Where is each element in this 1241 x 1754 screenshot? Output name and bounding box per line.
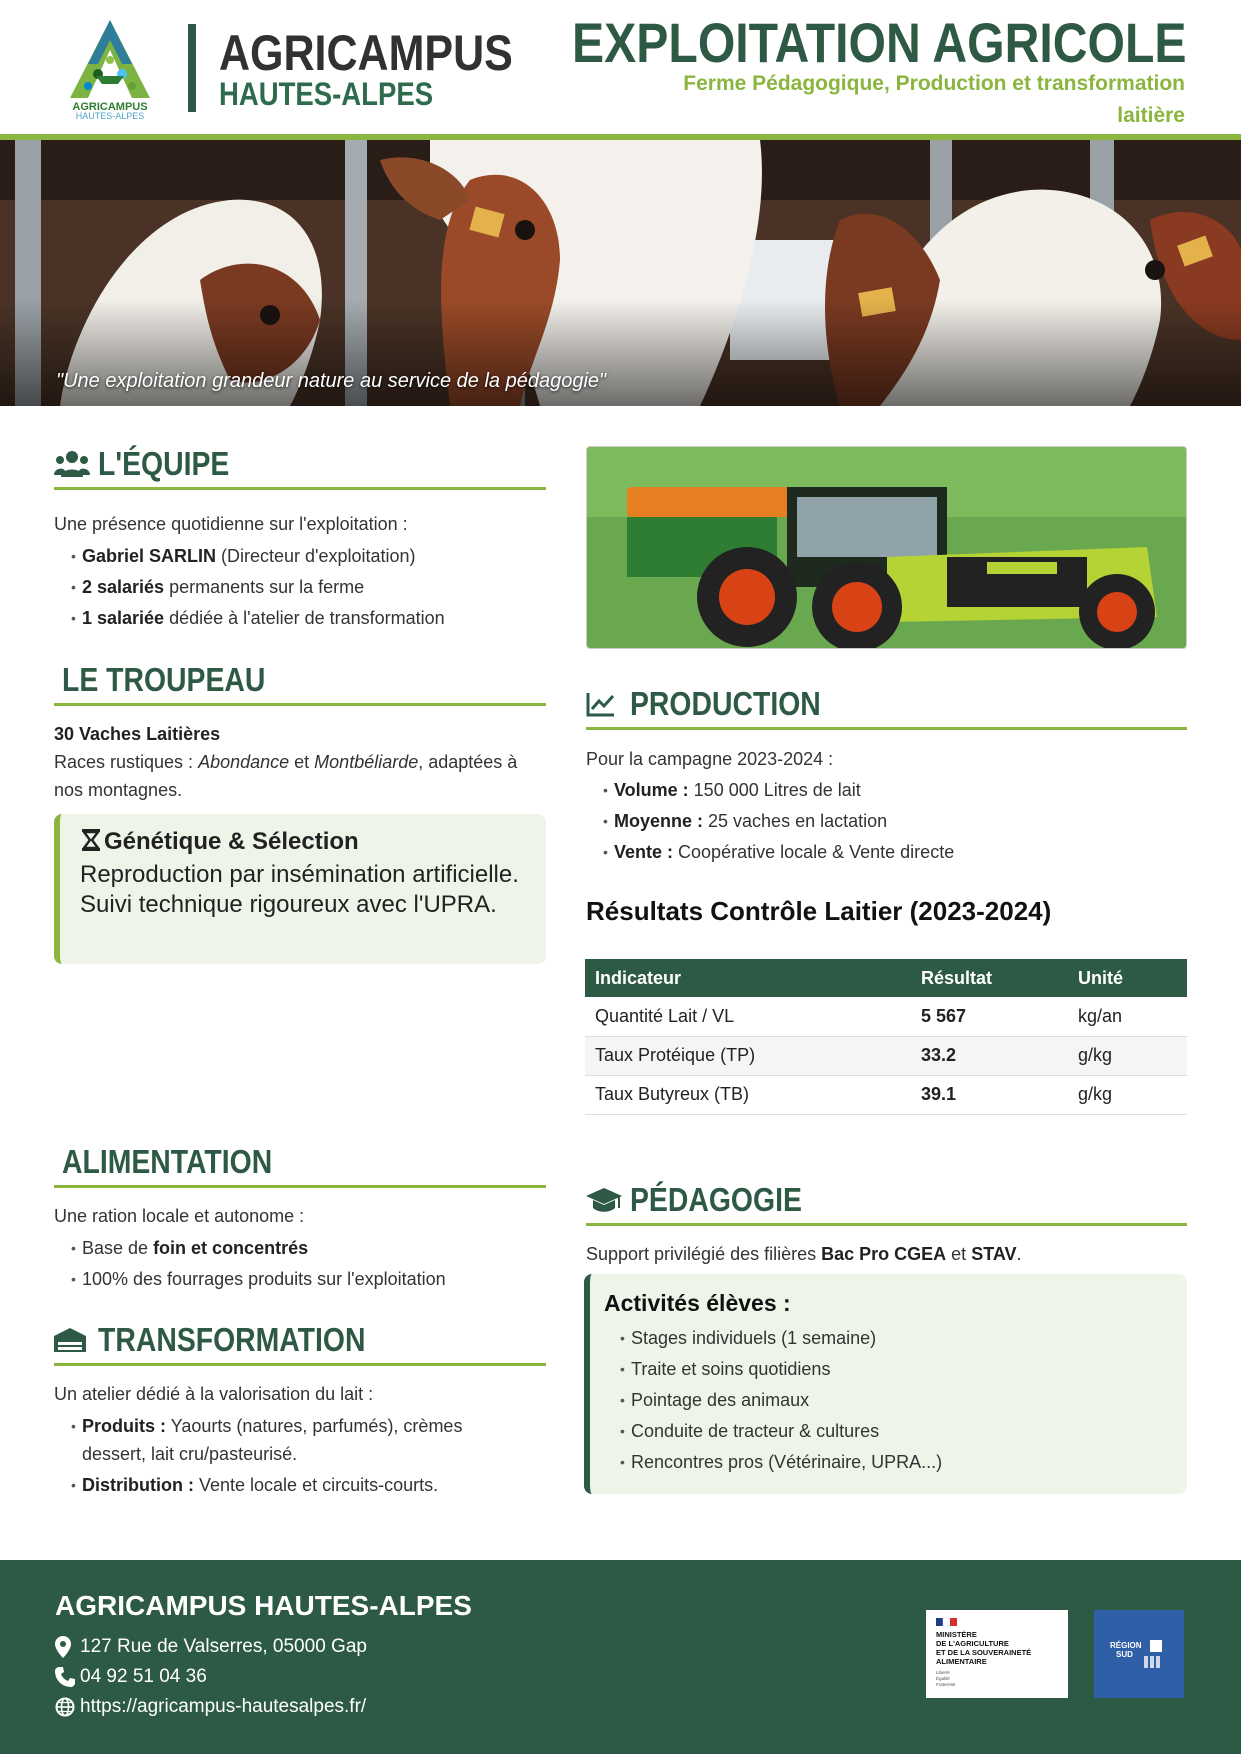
logo-text-2: HAUTES-ALPES bbox=[75, 111, 145, 120]
table-cell: g/kg bbox=[1068, 1036, 1187, 1075]
alimentation-intro: Une ration locale et autonome : bbox=[54, 1206, 305, 1226]
table-cell: kg/an bbox=[1068, 997, 1187, 1036]
table-row bbox=[585, 1075, 1187, 1114]
table-cell: Taux Protéique (TP) bbox=[585, 1036, 911, 1075]
production-heading bbox=[586, 680, 1187, 730]
svg-text:RÉGION: RÉGION bbox=[1110, 1641, 1142, 1650]
document-subtitle: Ferme Pédagogique, Production et transformation laitière bbox=[683, 72, 1185, 127]
cows-photo bbox=[0, 140, 1241, 406]
table-header-row bbox=[585, 959, 1187, 997]
warehouse-icon bbox=[54, 1323, 92, 1357]
svg-text:Égalité: Égalité bbox=[936, 1676, 950, 1681]
production-title: PRODUCTION bbox=[630, 684, 821, 722]
transformation-heading bbox=[54, 1316, 546, 1366]
footer-org-name: AGRICAMPUS HAUTES-ALPES bbox=[55, 1590, 472, 1621]
transformation-intro: Un atelier dédié à la valorisation du lait : bbox=[54, 1384, 374, 1404]
ministry-logo bbox=[926, 1610, 1068, 1698]
troupeau-title: LE TROUPEAU bbox=[62, 660, 266, 698]
activite-item-4: • Conduite de tracteur & cultures bbox=[631, 1417, 879, 1445]
left-column bbox=[54, 440, 546, 1540]
globe-icon bbox=[55, 1697, 75, 1717]
transformation-distribution: • Distribution : Vente locale et circuits-courts. bbox=[82, 1471, 438, 1499]
agricampus-logo bbox=[58, 14, 162, 120]
activite-item-2: • Traite et soins quotidiens bbox=[631, 1355, 830, 1383]
footer-phone: 04 92 51 04 36 bbox=[55, 1666, 207, 1688]
table-cell: Quantité Lait / VL bbox=[585, 997, 911, 1036]
troupeau-heading bbox=[54, 656, 546, 706]
footer-website bbox=[55, 1696, 366, 1718]
page-header bbox=[0, 0, 1241, 138]
table-cell: 5 567 bbox=[911, 997, 1068, 1036]
brand-name: AGRICAMPUS bbox=[219, 25, 513, 81]
region-sud-logo bbox=[1094, 1610, 1184, 1698]
equipe-item-3: • 1 salariée dédiée à l'atelier de transformation bbox=[82, 604, 445, 632]
svg-text:ALIMENTAIRE: ALIMENTAIRE bbox=[936, 1657, 987, 1666]
alimentation-item-1: • Base de foin et concentrés bbox=[82, 1234, 308, 1262]
activite-item-1: • Stages individuels (1 semaine) bbox=[631, 1324, 876, 1352]
users-icon bbox=[54, 447, 92, 481]
activite-item-5: • Rencontres pros (Vétérinaire, UPRA...) bbox=[631, 1448, 942, 1476]
graduation-cap-icon bbox=[586, 1183, 624, 1217]
svg-text:Fraternité: Fraternité bbox=[936, 1682, 956, 1687]
table-row bbox=[585, 1036, 1187, 1075]
pedagogie-intro: Support privilégié des filières Bac Pro CGEA et STAV. bbox=[586, 1244, 1022, 1264]
hero-banner bbox=[0, 140, 1241, 406]
genetique-title: Génétique & Sélection bbox=[82, 828, 359, 858]
svg-text:Liberté: Liberté bbox=[936, 1670, 950, 1675]
brand-subname: HAUTES-ALPES bbox=[219, 76, 434, 112]
alimentation-item-2: • 100% des fourrages produits sur l'exploitation bbox=[82, 1265, 446, 1293]
table-cell: Taux Butyreux (TB) bbox=[585, 1075, 911, 1114]
production-intro: Pour la campagne 2023-2024 : bbox=[586, 749, 834, 769]
production-item-3: • Vente : Coopérative locale & Vente directe bbox=[614, 838, 954, 866]
table-title: Résultats Contrôle Laitier (2023-2024) bbox=[586, 896, 1052, 926]
tractor-photo bbox=[586, 446, 1187, 649]
hourglass-icon bbox=[82, 829, 100, 858]
activites-title: Activités élèves : bbox=[604, 1290, 791, 1316]
table-row bbox=[585, 997, 1187, 1036]
logo-text-1: AGRICAMPUS bbox=[72, 101, 148, 113]
equipe-heading bbox=[54, 440, 546, 490]
svg-text:MINISTÈRE: MINISTÈRE bbox=[936, 1630, 977, 1639]
page-footer bbox=[0, 1560, 1241, 1754]
hero-caption: "Une exploitation grandeur nature au service de la pédagogie" bbox=[56, 370, 607, 392]
transformation-produits: • Produits : Yaourts (natures, parfumés), crèmes bbox=[82, 1412, 462, 1440]
table-header-indicateur: Indicateur bbox=[585, 959, 911, 997]
equipe-item-2: • 2 salariés permanents sur la ferme bbox=[82, 573, 364, 601]
table-cell: 33.2 bbox=[911, 1036, 1068, 1075]
document-title: EXPLOITATION AGRICOLE bbox=[572, 11, 1187, 74]
header-divider bbox=[188, 24, 196, 112]
equipe-item-1: • Gabriel SARLIN (Directeur d'exploitation) bbox=[82, 542, 416, 570]
alimentation-heading bbox=[54, 1138, 546, 1188]
controle-laitier-table bbox=[585, 959, 1187, 1115]
alimentation-title: ALIMENTATION bbox=[62, 1142, 273, 1180]
transformation-produits-cont: dessert, lait cru/pasteurisé. bbox=[82, 1444, 298, 1464]
genetique-box bbox=[54, 814, 546, 964]
genetique-text: Reproduction par insémination artificielle. Suivi technique rigoureux avec l'UPRA. bbox=[80, 861, 519, 918]
table-cell: 39.1 bbox=[911, 1075, 1068, 1114]
website-link[interactable]: https://agricampus-hautesalpes.fr/ bbox=[80, 1696, 367, 1717]
svg-text:DE L'AGRICULTURE: DE L'AGRICULTURE bbox=[936, 1639, 1009, 1648]
activite-item-3: • Pointage des animaux bbox=[631, 1386, 809, 1414]
footer-address: 127 Rue de Valserres, 05000 Gap bbox=[55, 1636, 367, 1658]
table-header-unite: Unité bbox=[1068, 959, 1187, 997]
production-item-2: • Moyenne : 25 vaches en lactation bbox=[614, 807, 887, 835]
table-header-resultat: Résultat bbox=[911, 959, 1068, 997]
troupeau-headline: 30 Vaches Laitières bbox=[54, 724, 221, 744]
activites-box bbox=[584, 1274, 1187, 1494]
equipe-title: L'ÉQUIPE bbox=[98, 444, 230, 482]
map-pin-icon bbox=[55, 1636, 75, 1658]
svg-text:SUD: SUD bbox=[1116, 1650, 1133, 1659]
svg-text:ET DE LA SOUVERAINETÉ: ET DE LA SOUVERAINETÉ bbox=[936, 1648, 1032, 1657]
table-cell: g/kg bbox=[1068, 1075, 1187, 1114]
phone-icon bbox=[55, 1667, 75, 1687]
pedagogie-title: PÉDAGOGIE bbox=[630, 1180, 802, 1218]
chart-line-icon bbox=[586, 687, 624, 721]
equipe-intro: Une présence quotidienne sur l'exploitation : bbox=[54, 514, 408, 534]
pedagogie-heading bbox=[586, 1176, 1187, 1226]
troupeau-races: Races rustiques : Abondance et Montbéliarde, adaptées à nos montagnes. bbox=[54, 752, 518, 800]
transformation-title: TRANSFORMATION bbox=[98, 1320, 366, 1358]
production-item-1: • Volume : 150 000 Litres de lait bbox=[614, 776, 861, 804]
